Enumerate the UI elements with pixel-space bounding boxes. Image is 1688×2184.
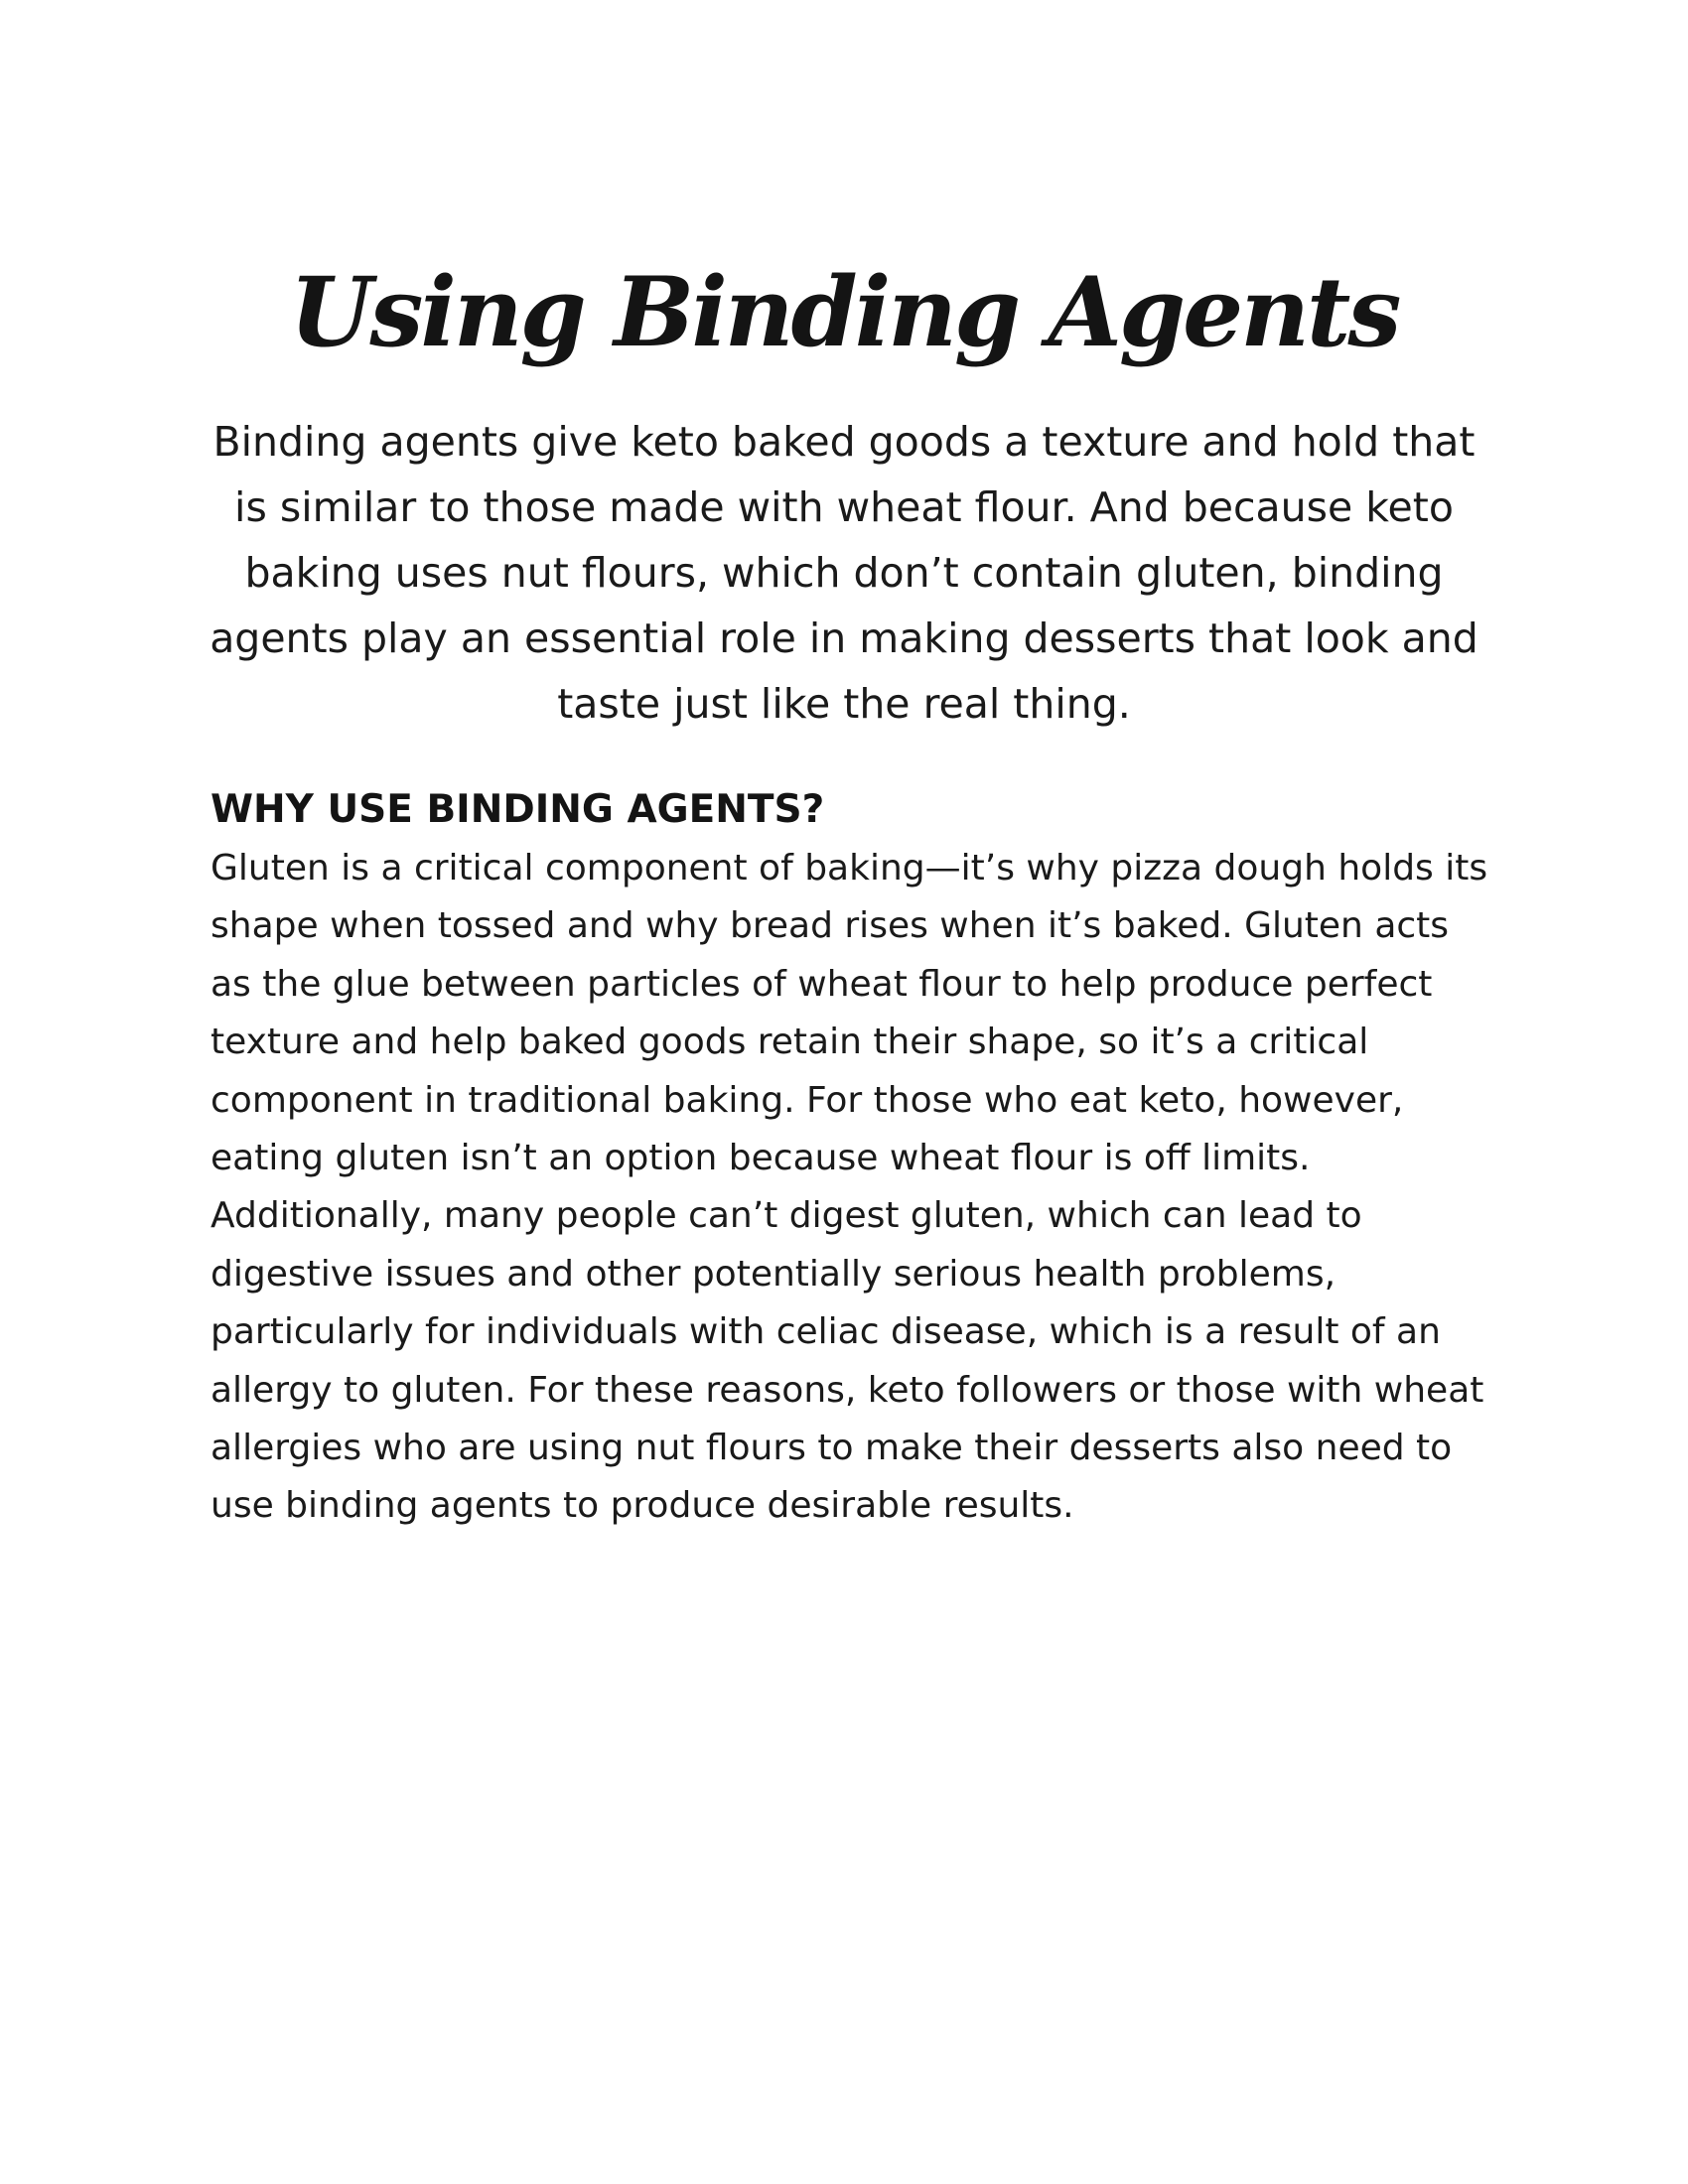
page-title: Using Binding Agents: [289, 256, 1399, 368]
section-body-paragraph: Gluten is a critical component of baking—it’s why pizza dough holds its shape when tossed and why bread rises when it’s baked. Gluten acts as the glue between particles of wheat flour to help produce perfect texture and help baked goods retain their shape, so it’s a critical component in traditional baking. For those who eat keto, however, eating gluten isn’t an option because wheat flour is off limits. Additionally, many people can’t digest gluten, which can lead to digestive issues and other potentially serious health problems, particularly for individuals with celiac disease, which is a result of an allergy to gluten. For these reasons, keto followers or those with wheat allergies who are using nut flours to make their desserts also need to use binding agents to produce desirable results.: [211, 848, 1488, 1527]
intro-paragraph: Binding agents give keto baked goods a texture and hold that is similar to those made with wheat flour. And because keto baking uses nut flours, which don’t contain gluten, binding agents play an essential role in making desserts that look and taste just like the real thing.: [210, 418, 1478, 728]
section-heading: WHY USE BINDING AGENTS?: [211, 787, 825, 832]
